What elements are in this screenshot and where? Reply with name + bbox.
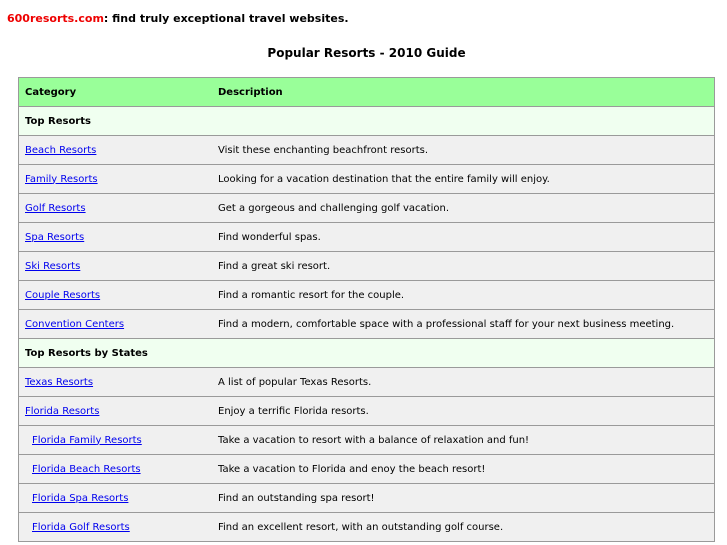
row-description: [212, 339, 715, 368]
section-title: Top Resorts by States: [19, 339, 213, 368]
table-row: [19, 165, 715, 194]
section-row: [19, 107, 715, 136]
row-category: [19, 252, 213, 281]
resort-link[interactable]: Texas Resorts: [25, 376, 94, 388]
resort-link[interactable]: Florida Spa Resorts: [32, 492, 129, 504]
table-row: [19, 513, 715, 542]
row-description: Enjoy a terrific Florida resorts.: [212, 397, 715, 426]
resort-link[interactable]: Family Resorts: [25, 173, 98, 185]
table-row: [19, 455, 715, 484]
row-category: [19, 397, 213, 426]
row-category: [19, 513, 213, 542]
row-description: Find an outstanding spa resort!: [212, 484, 715, 513]
resort-link[interactable]: Golf Resorts: [25, 202, 86, 214]
row-category: [19, 136, 213, 165]
resort-link[interactable]: Convention Centers: [25, 318, 125, 330]
row-description: Find a romantic resort for the couple.: [212, 281, 715, 310]
row-description: Find a great ski resort.: [212, 252, 715, 281]
site-name-link[interactable]: 600resorts.com: [7, 12, 104, 25]
table-row: [19, 426, 715, 455]
table-row: [19, 484, 715, 513]
row-description: Looking for a vacation destination that the entire family will enjoy.: [212, 165, 715, 194]
row-description: Find an excellent resort, with an outstanding golf course.: [212, 513, 715, 542]
column-header-description: Description: [212, 78, 715, 107]
row-category: [19, 455, 213, 484]
resort-link[interactable]: Spa Resorts: [25, 231, 85, 243]
row-description: Take a vacation to Florida and enoy the beach resort!: [212, 455, 715, 484]
row-category: [19, 223, 213, 252]
row-category: [19, 310, 213, 339]
row-description: Take a vacation to resort with a balance of relaxation and fun!: [212, 426, 715, 455]
row-category: [19, 281, 213, 310]
section-title: Top Resorts: [19, 107, 213, 136]
table-row: [19, 368, 715, 397]
column-header-category: Category: [19, 78, 213, 107]
table-row: [19, 281, 715, 310]
table-row: [19, 252, 715, 281]
row-category: [19, 368, 213, 397]
row-category: [19, 165, 213, 194]
page-title: Popular Resorts - 2010 Guide: [267, 46, 466, 60]
row-description: Get a gorgeous and challenging golf vacation.: [212, 194, 715, 223]
row-description: Find a modern, comfortable space with a professional staff for your next business meeting.: [212, 310, 715, 339]
table-row: [19, 223, 715, 252]
resort-link[interactable]: Florida Resorts: [25, 405, 100, 417]
row-description: A list of popular Texas Resorts.: [212, 368, 715, 397]
table-row: [19, 194, 715, 223]
table-row: [19, 397, 715, 426]
resorts-table: [18, 77, 715, 542]
table-header-row: [19, 78, 715, 107]
row-category: [19, 426, 213, 455]
resort-link[interactable]: Ski Resorts: [25, 260, 81, 272]
table-row: [19, 136, 715, 165]
row-description: [212, 107, 715, 136]
tagline-text: : find truly exceptional travel websites.: [103, 12, 349, 25]
row-category: [19, 484, 213, 513]
resort-link[interactable]: Florida Beach Resorts: [32, 463, 141, 475]
site-tagline: [7, 12, 349, 25]
resort-link[interactable]: Beach Resorts: [25, 144, 97, 156]
resort-link[interactable]: Couple Resorts: [25, 289, 101, 301]
row-category: [19, 194, 213, 223]
table-row: [19, 310, 715, 339]
row-description: Visit these enchanting beachfront resorts.: [212, 136, 715, 165]
resort-link[interactable]: Florida Golf Resorts: [32, 521, 130, 533]
resort-link[interactable]: Florida Family Resorts: [32, 434, 142, 446]
section-row: [19, 339, 715, 368]
row-description: Find wonderful spas.: [212, 223, 715, 252]
